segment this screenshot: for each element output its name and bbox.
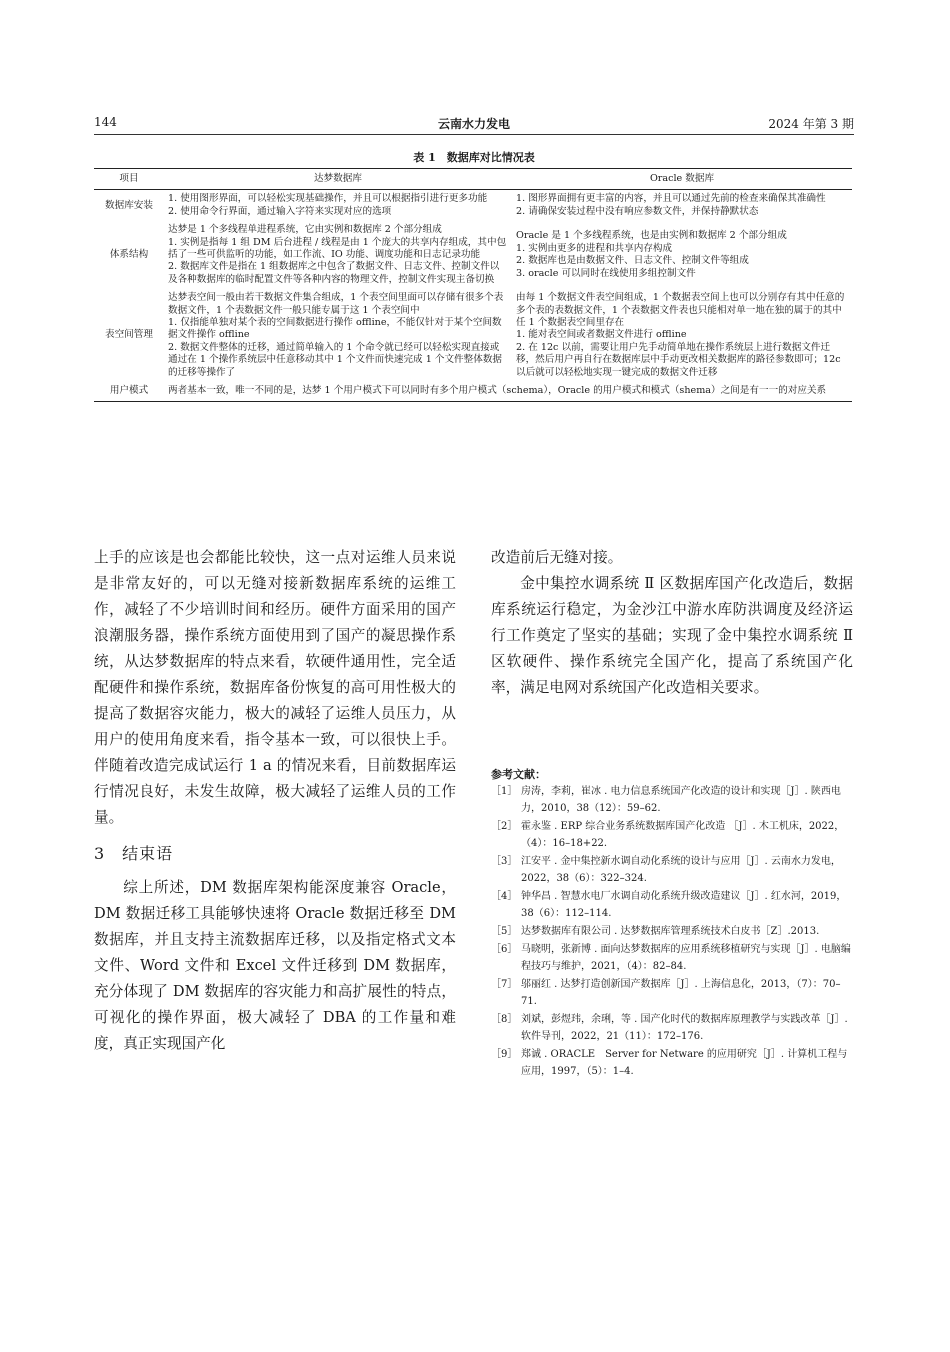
- row-label: 数据库安装: [105, 199, 153, 211]
- oracle-cell: [512, 221, 852, 289]
- header-rule: [94, 134, 854, 135]
- cell-line: 1. 仅指能单独对某个表的空间数据进行操作 offline，不能仅针对于某个空间数据文件操作 offline: [168, 317, 502, 341]
- reference-text: 郑诚 . ORACLE Server for Netware 的应用研究［J］. 计算机工程与应用，1997，（5）：1–4.: [521, 1049, 848, 1077]
- references-title: 参考文献：: [491, 768, 546, 781]
- table-row: [94, 382, 852, 401]
- cell-line: 2. 数据文件整体的迁移，通过简单输入的 1 个命令就已经可以轻松实现直接或通过在 1 个操作系统层中任意移动其中 1 个文件而快速完成 1 个文件整体数据的迁移等操作了: [168, 341, 503, 378]
- cell-line: Oracle 是 1 个多线程系统，也是由实例和数据库 2 个部分组成: [516, 230, 787, 242]
- col-header-item: 项目: [94, 169, 164, 190]
- reference-item: [491, 818, 853, 852]
- reference-list: [491, 783, 853, 1081]
- reference-text: 江安平 . 金中集控新水调自动化系统的设计与应用［J］. 云南水力发电，2022，38（6）：322–324.: [521, 856, 841, 884]
- cell-line: 1. 图形界面拥有更丰富的内容，并且可以通过先前的检查来确保其准确性: [516, 193, 826, 205]
- col-header-oracle: Oracle 数据库: [512, 169, 852, 190]
- cell-line: 2. 使用命令行界面，通过输入字符来实现对应的选项: [168, 205, 392, 217]
- oracle-cell: [512, 190, 852, 221]
- oracle-cell: [512, 289, 852, 382]
- row-label: 表空间管理: [105, 329, 153, 341]
- merged-cell: 两者基本一致，唯一不同的是，达梦 1 个用户模式下可以同时有多个用户模式（schema），Oracle 的用户模式和模式（shema）之间是有一一的对应关系: [164, 382, 852, 401]
- comparison-table: [94, 168, 852, 402]
- table-row: [94, 221, 852, 289]
- cell-line: 1. 实例是指每 1 组 DM 后台进程 / 线程是由 1 个庞大的共享内存组成，其中包括了一些可供监听的功能，如工作流、IO 功能、调度功能和日志记录功能: [168, 236, 507, 261]
- table-caption: 表 1 数据库对比情况表: [413, 151, 535, 164]
- reference-item: [491, 888, 853, 922]
- reference-number: ［6］: [491, 944, 518, 955]
- page-header: [94, 115, 854, 135]
- page-number: 144: [94, 115, 117, 129]
- cell-line: 达梦是 1 个多线程单进程系统，它由实例和数据库 2 个部分组成: [168, 224, 442, 236]
- row-label: 体系结构: [109, 249, 149, 261]
- right-column: [491, 545, 853, 701]
- reference-text: 刘斌，彭煜玮，余琍，等 . 国产化时代的数据库原理教学与实践改革［J］. 软件导刊，2022，21（11）：172–176.: [521, 1014, 848, 1042]
- cell-line: 1. 能对表空间或者数据文件进行 offline: [516, 329, 687, 341]
- body-paragraph: 金中集控水调系统 Ⅱ 区数据库国产化改造后，数据库系统运行稳定，为金沙江中游水库防洪调度及经济运行工作奠定了坚实的基础；实现了金中集控水调系统 Ⅱ 区软硬件、操作系统完全国产化，提高了系统国产化率，满足电网对系统国产化改造相关要求。: [491, 575, 853, 696]
- issue-label: 2024 年第 3 期: [768, 117, 854, 131]
- table-header-row: [94, 169, 852, 190]
- dm-cell: [164, 221, 512, 289]
- cell-line: 1. 实例由更多的进程和共享内存构成: [516, 242, 673, 254]
- reference-item: [491, 976, 853, 1010]
- cell-line: 2. 数据库也是由数据文件、日志文件、控制文件等组成: [516, 255, 749, 267]
- reference-text: 房涛，李莉，崔冰 . 电力信息系统国产化改造的设计和实现［J］. 陕西电力，2010，38（12）：59–62.: [521, 786, 841, 814]
- reference-text: 达梦数据库有限公司 . 达梦数据库管理系统技术白皮书［Z］.2013.: [521, 926, 820, 937]
- cell-line: 1. 使用图形界面，可以轻松实现基础操作，并且可以根据指引进行更多功能: [168, 193, 488, 205]
- reference-text: 钟华昌 . 智慧水电厂水调自动化系统升级改造建议［J］. 红水河，2019，38（6）：112–114.: [521, 891, 847, 919]
- row-label: 用户模式: [94, 382, 164, 401]
- left-column: [94, 545, 456, 1057]
- reference-number: ［1］: [491, 786, 518, 797]
- journal-title: 云南水力发电: [437, 117, 510, 131]
- dm-cell: [164, 289, 512, 382]
- reference-item: [491, 941, 853, 975]
- cell-line: 达梦表空间一般由若干数据文件集合组成，1 个表空间里面可以存储有很多个表数据文件，1 个表数据文件一般只能专属于这 1 个表空间中: [168, 292, 504, 316]
- reference-text: 马晓明，张新博 . 面向达梦数据库的应用系统移植研究与实现［J］. 电脑编程技巧与维护，2021，（4）：82–84.: [521, 944, 851, 972]
- section-title: 3 结束语: [94, 844, 174, 863]
- reference-item: [491, 1046, 853, 1080]
- reference-text: 邬丽红 . 达梦打造创新国产数据库［J］. 上海信息化，2013，（7）：70–71.: [521, 979, 841, 1007]
- body-paragraph: 综上所述，DM 数据库架构能深度兼容 Oracle，DM 数据迁移工具能够快速将 Oracle 数据迁移至 DM 数据库，并且支持主流数据库迁移，以及指定格式文本文件、Word 文件和 Excel 文件迁移到 DM 数据库，充分体现了 DM 数据库的容灾能力和高扩展性的特点，可视化的操作界面，极大减轻了 DBA 的工作量和难度，真正实现国产化: [94, 879, 456, 1052]
- dm-cell: [164, 190, 512, 221]
- body-paragraph: 上手的应该是也会都能比较快，这一点对运维人员来说是非常友好的，可以无缝对接新数据库系统的运维工作，减轻了不少培训时间和经历。硬件方面采用的国产浪潮服务器，操作系统方面使用到了国产的凝思操作系统，从达梦数据库的特点来看，软硬件通用性，完全适配硬件和操作系统，数据库备份恢复的高可用性极大的提高了数据容灾能力，极大的减轻了运维人员压力，从用户的使用角度来看，指令基本一致，可以很快上手。伴随着改造完成试运行 1 a 的情况来看，目前数据库运行情况良好，未发生故障，极大减轻了运维人员的工作量。: [94, 549, 456, 826]
- reference-item: [491, 1011, 853, 1045]
- reference-number: ［8］: [491, 1014, 518, 1025]
- col-header-dm: 达梦数据库: [164, 169, 512, 190]
- cell-line: 3. oracle 可以同时在线使用多组控制文件: [516, 267, 696, 279]
- reference-text: 霍永鉴 . ERP 综合业务系统数据库国产化改造 ［J］. 木工机床，2022，（4）：16–18+22.: [521, 821, 845, 849]
- reference-item: [491, 853, 853, 887]
- reference-number: ［3］: [491, 856, 518, 867]
- cell-line: 由每 1 个数据文件表空间组成，1 个数据表空间上也可以分别存有其中任意的多个表的表数据文件，1 个表数据文件表也只能相对单一地在独的属于的其中任 1 个数据表空间里存在: [516, 292, 845, 329]
- cell-line: 2. 请确保安装过程中没有响应参数文件，并保持静默状态: [516, 205, 759, 217]
- reference-number: ［4］: [491, 891, 518, 902]
- reference-number: ［2］: [491, 821, 518, 832]
- table-row: [94, 289, 852, 382]
- body-paragraph: 改造前后无缝对接。: [491, 549, 623, 566]
- reference-item: [491, 923, 853, 940]
- reference-item: [491, 783, 853, 817]
- table-row: [94, 190, 852, 221]
- cell-line: 2. 在 12c 以前，需要让用户先手动简单地在操作系统层上进行数据文件迁移，然后用户再自行在数据库层中手动更改相关数据库的路径参数即可；12c 以后就可以轻松地实现一键完成的数据文件迁移: [516, 341, 841, 378]
- reference-number: ［7］: [491, 979, 518, 990]
- reference-number: ［9］: [491, 1049, 518, 1060]
- cell-line: 2. 数据库文件是指在 1 组数据库之中包含了数据文件、日志文件、控制文件以及各种数据库的临时配置文件等各种内容的物理文件，控制文件实现主备切换: [168, 261, 500, 285]
- reference-number: ［5］: [491, 926, 518, 937]
